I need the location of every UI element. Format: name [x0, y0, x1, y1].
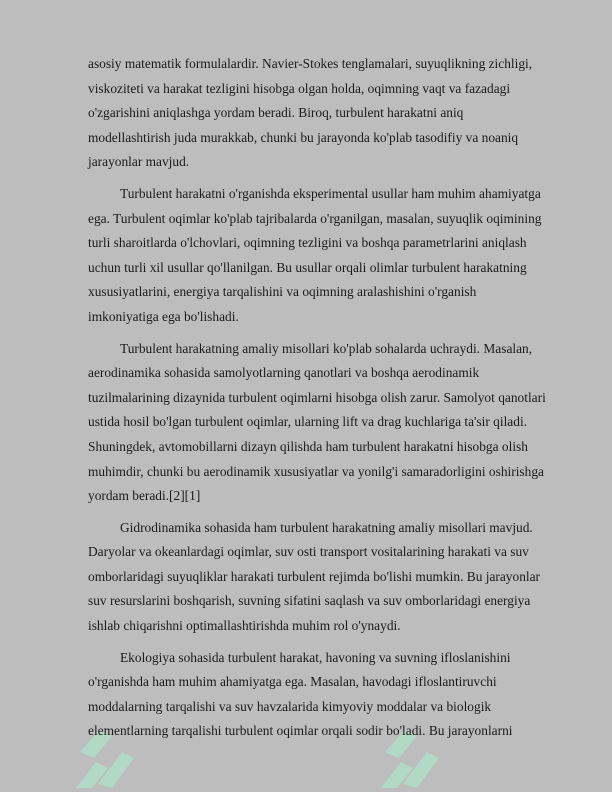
paragraph: Turbulent harakatning amaliy misollari ko'plab sohalarda uchraydi. Masalan, aerodinamika sohasida samolyotlarning qanotlari va boshqa aerodinamik tuzilmalarining dizaynida turbulent oqimlarni hisobga olish zarur. Samolyot qanotlari ustida hosil bo'lgan turbulent oqimlar, ularning lift va drag kuchlariga ta'sir qiladi. Shuningdek, avtomobillarni dizayn qilishda ham turbulent harakatni hisobga olish muhimdir, chunki bu aerodinamik xususiyatlar va yonilg'i samaradorligini oshirishga yordam beradi.[2][1]	[88, 340, 546, 504]
paragraph: Turbulent harakatni o'rganishda eksperimental usullar ham muhim ahamiyatga ega. Turbulent oqimlar ko'plab tajribalarda o'rganilgan, masalan, suyuqlik oqimining turli sharoitlarda o'lchovlari, oqimning tezligini va boshqa parametrlarini aniqlash uchun turli xil usullar qo'llanilgan. Bu usullar orqali olimlar turbulent harakatning xususiyatlarini, energiya tarqalishini va oqimning aralashishini o'rganish imkoniyatiga ega bo'lishadi.	[88, 185, 542, 324]
paragraph: Ekologiya sohasida turbulent harakat, havoning va suvning ifloslanishini o'rganishda ham muhim ahamiyatga ega. Masalan, havodagi ifloslantiruvchi moddalarning tarqalishi va suv havzalarida kimyoviy moddalar va biologik elementlarning tarqalishi turbulent oqimlar orqali sodir bo'ladi. Bu jarayonlarni	[88, 649, 513, 739]
paragraph: asosiy matematik formulalardir. Navier-Stokes tenglamalari, suyuqlikning zichligi, viskoziteti va harakat tezligini hisobga olgan holda, oqimning vaqt va fazadagi o'zgarishini aniqlashga yordam beradi. Biroq, turbulent harakatni aniq modellashtirish juda murakkab, chunki bu jarayonda ko'plab tasodifiy va noaniq jarayonlar mavjud.	[88, 56, 533, 170]
paragraph: Gidrodinamika sohasida ham turbulent harakatning amaliy misollari mavjud. Daryolar va okeanlardagi oqimlar, suv osti transport vositalarining harakati va suv omborlaridagi suyuqliklar harakati turbulent rejimda bo'lishi mumkin. Bu jarayonlar suv resurslarini boshqarish, suvning sifatini saqlash va suv omborlaridagi energiya ishlab chiqarishni optimallashtirishda muhim rol o'ynaydi.	[88, 519, 541, 634]
document-body	[88, 52, 548, 751]
